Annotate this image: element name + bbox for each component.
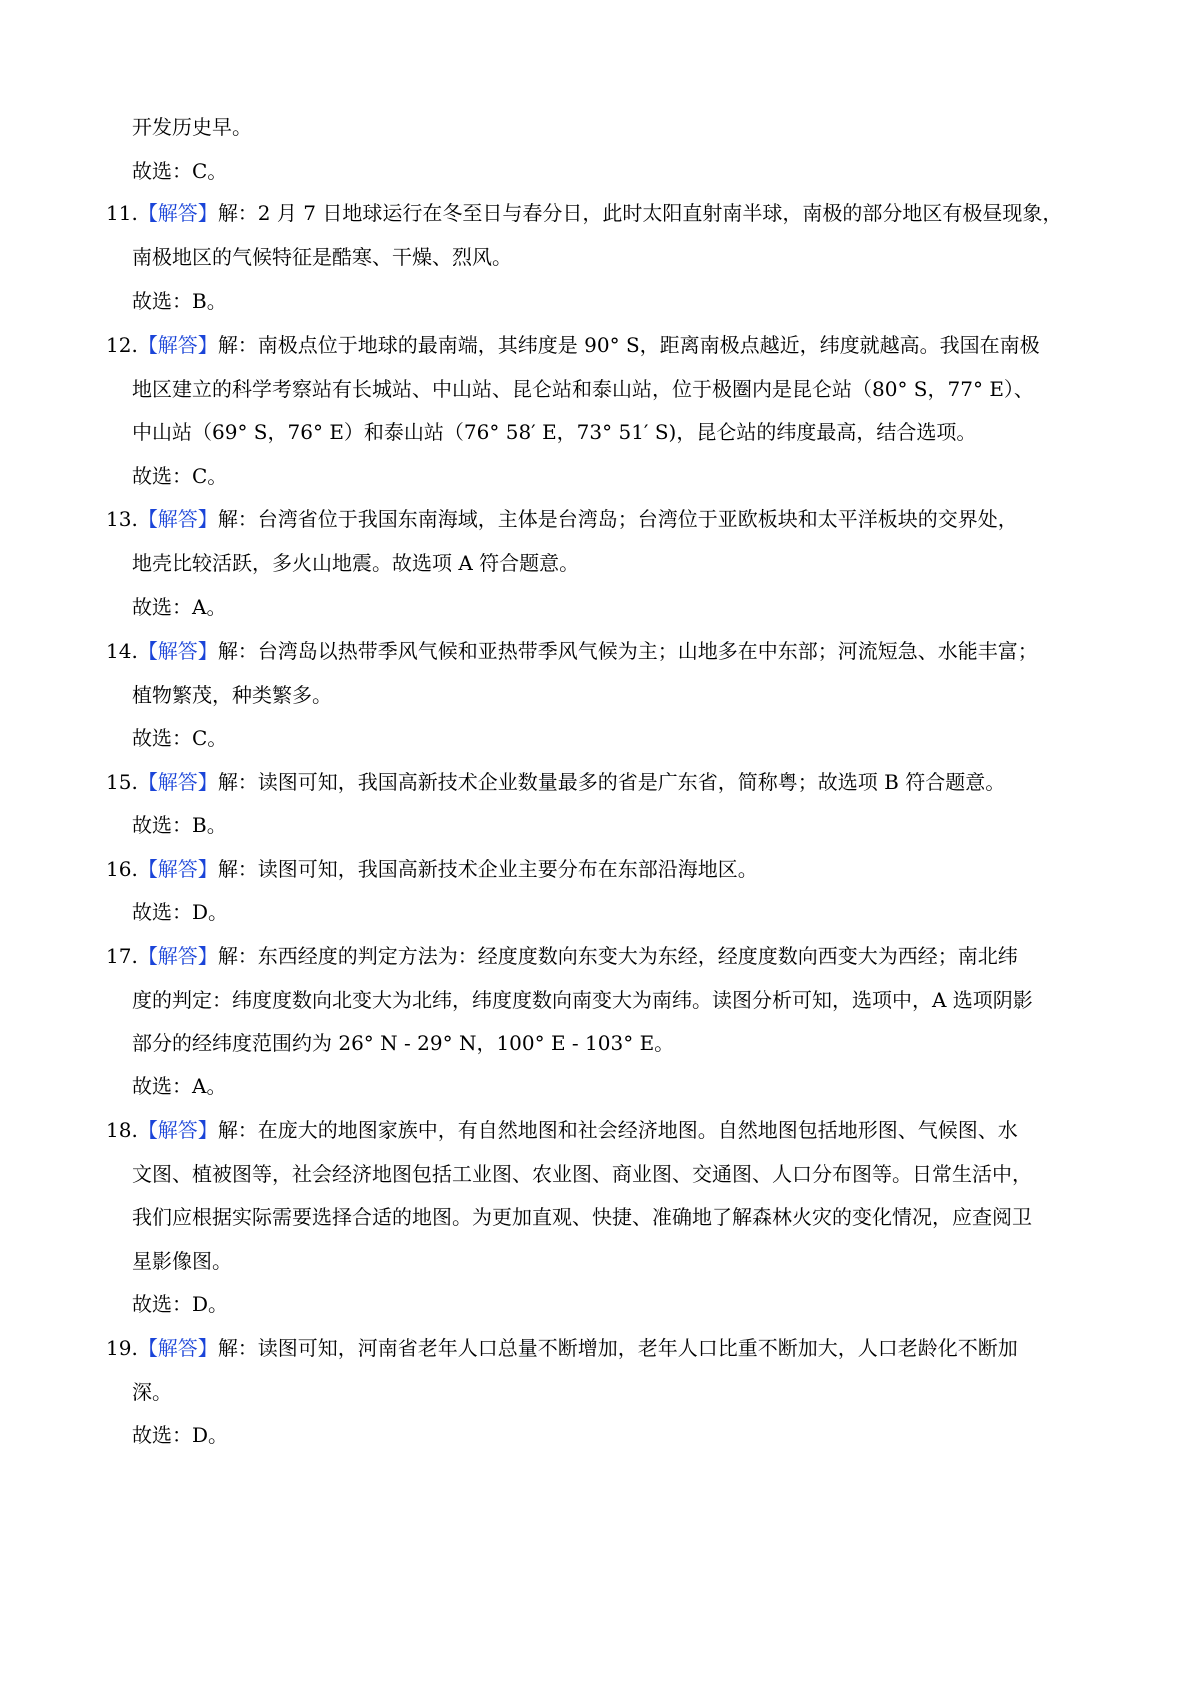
answer-choice: 故选：D。 [132,900,229,924]
answer-tag: 【解答】 [137,857,218,881]
question-number: 15. [106,770,138,794]
answer-tag: 【解答】 [137,1336,218,1360]
answer-tag: 【解答】 [137,507,218,531]
answer-text-line: 南极地区的气候特征是酷寒、干燥、烈风。 [132,245,512,269]
answer-text-line: 我们应根据实际需要选择合适的地图。为更加直观、快捷、准确地了解森林火灾的变化情况，应查阅卫 [132,1205,1032,1229]
answer-choice: 故选：B。 [132,813,227,837]
answer-first-line [106,1334,1018,1362]
answer-tag: 【解答】 [137,770,218,794]
answer-first-line [106,331,1040,359]
answer-choice: 故选：C。 [132,726,228,750]
answer-first-line [106,942,1018,970]
question-number: 14. [106,639,138,663]
answer-text-line: 度的判定：纬度度数向北变大为北纬，纬度度数向南变大为南纬。读图分析可知，选项中，A 选项阴影 [132,988,1033,1012]
answer-text: 解：读图可知，我国高新技术企业数量最多的省是广东省，简称粤；故选项 B 符合题意。 [217,770,1006,794]
answer-text-line: 地壳比较活跃，多火山地震。故选项 A 符合题意。 [132,551,580,575]
answer-text: 解：南极点位于地球的最南端，其纬度是 90° S，距离南极点越近，纬度就越高。我国在南极 [217,333,1040,357]
answer-text: 解：读图可知，我国高新技术企业主要分布在东部沿海地区。 [217,857,758,881]
question-number: 19. [106,1336,138,1360]
answer-first-line [106,855,758,883]
answer-tag: 【解答】 [137,944,218,968]
answer-text-line: 星影像图。 [132,1249,232,1273]
answer-tag: 【解答】 [137,639,218,663]
answer-text: 解：读图可知，河南省老年人口总量不断增加，老年人口比重不断加大，人口老龄化不断加 [217,1336,1018,1360]
answer-first-line [106,199,1062,227]
answer-tag: 【解答】 [137,333,218,357]
question-number: 11. [106,201,138,225]
answer-choice: 故选：D。 [132,1423,229,1447]
answer-text-line: 地区建立的科学考察站有长城站、中山站、昆仑站和泰山站，位于极圈内是昆仑站（80° S，77° E）、 [132,377,1034,401]
question-number: 18. [106,1118,138,1142]
question-number: 16. [106,857,138,881]
answer-text: 解：台湾岛以热带季风气候和亚热带季风气候为主；山地多在中东部；河流短急、水能丰富； [217,639,1038,663]
answer-first-line [106,1116,1018,1144]
answer-text-line: 深。 [132,1380,172,1404]
answer-choice: 故选：C。 [132,464,228,488]
intro-text: 开发历史早。 [132,115,252,139]
answer-first-line [106,505,1018,533]
intro-choice: 故选：C。 [132,159,228,183]
question-number: 17. [106,944,138,968]
answer-text: 解：在庞大的地图家族中，有自然地图和社会经济地图。自然地图包括地形图、气候图、水 [217,1118,1018,1142]
question-number: 13. [106,507,138,531]
answer-text-line: 植物繁茂，种类繁多。 [132,683,332,707]
answer-first-line [106,637,1038,665]
question-number: 12. [106,333,138,357]
answer-choice: 故选：D。 [132,1292,229,1316]
answer-choice: 故选：A。 [132,595,227,619]
answer-tag: 【解答】 [137,1118,218,1142]
answer-choice: 故选：A。 [132,1074,227,1098]
answer-text: 解：2 月 7 日地球运行在冬至日与春分日，此时太阳直射南半球，南极的部分地区有极昼现象， [217,201,1063,225]
answer-text-line: 文图、植被图等，社会经济地图包括工业图、农业图、商业图、交通图、人口分布图等。日常生活中， [132,1162,1032,1186]
answer-text: 解：台湾省位于我国东南海域，主体是台湾岛；台湾位于亚欧板块和太平洋板块的交界处， [217,507,1018,531]
answer-text: 解：东西经度的判定方法为：经度度数向东变大为东经，经度度数向西变大为西经；南北纬 [217,944,1018,968]
answer-tag: 【解答】 [137,201,218,225]
answer-text-line: 中山站（69° S，76° E）和泰山站（76° 58′ E，73° 51′ S)，昆仑站的纬度最高，结合选项。 [132,420,977,444]
answer-choice: 故选：B。 [132,289,227,313]
answer-first-line [106,768,1005,796]
answer-text-line: 部分的经纬度范围约为 26° N - 29° N，100° E - 103° E。 [132,1031,675,1055]
